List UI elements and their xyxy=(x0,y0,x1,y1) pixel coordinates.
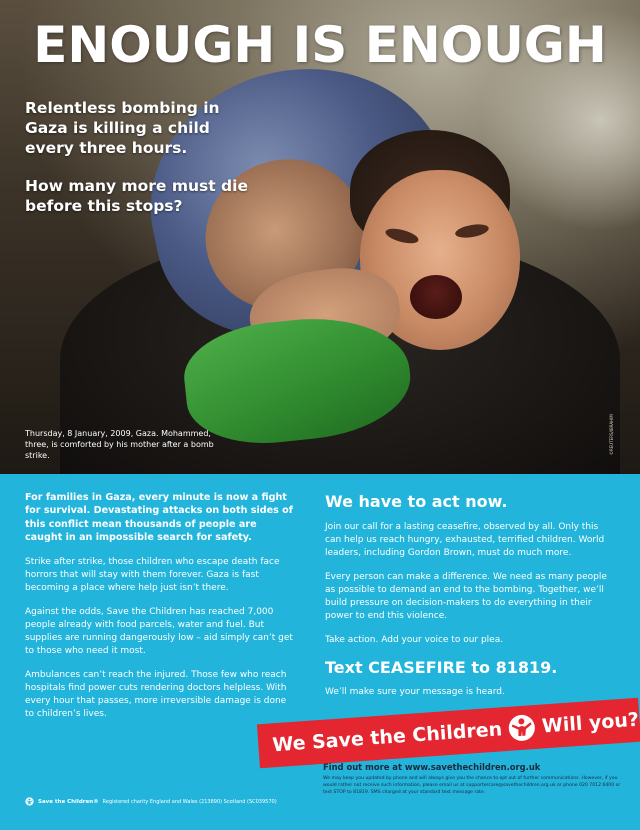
right-paragraph-2: Every person can make a difference. We need as many people as possible to demand an end to the bombing. Together, we’ll build pressure on decision-makers to do everything in their power to end this violence. xyxy=(325,572,607,621)
left-paragraph-1: Strike after strike, those children who escape death face horrors that will stay with them forever. Gaza is fast becoming a place where help just isn’t there. xyxy=(25,556,280,593)
left-lead-paragraph: For families in Gaza, every minute is now a fight for survival. Devastating attacks on both sides of this conflict mean thousands of people are caught in an impossible search for safety. xyxy=(25,492,293,544)
right-paragraph-3: Take action. Add your voice to our plea. xyxy=(325,635,504,645)
find-out-more xyxy=(323,761,623,796)
find-out-more-title: Find out more at www.savethechildren.org.uk xyxy=(323,762,541,772)
photo-caption: Thursday, 8 January, 2009, Gaza. Mohammed, three, is comforted by his mother after a bomb strike. xyxy=(25,429,214,460)
right-heading: We have to act now. xyxy=(325,492,508,511)
photo-child-mouth xyxy=(410,275,462,319)
save-the-children-logo-icon xyxy=(507,713,537,743)
left-paragraph-2: Against the odds, Save the Children has reached 7,000 people already with food parcels, water and fuel. But supplies are running dangerously low – aid simply can’t get to those who need it most. xyxy=(25,606,293,656)
right-paragraph-1: Join our call for a lasting ceasefire, observed by all. Only this can help us reach hungry, exhausted, terrified children. World leaders, including Gordon Brown, must do much more. xyxy=(325,522,605,558)
left-paragraph-3: Ambulances can’t reach the injured. Those few who reach hospitals find power cuts rendering doctors helpless. With every hour that passes, more irreversible damage is done to children’s lives. xyxy=(25,669,287,719)
save-the-children-small-logo-icon xyxy=(25,797,34,806)
right-paragraph-4: We’ll make sure your message is heard. xyxy=(325,687,505,697)
footer-brand: Save the Children® xyxy=(38,798,99,805)
small-print: We may keep you updated by phone and will always give you the chance to opt out of further communications. However, if you would rather not receive such information, please email us at supportercare@savethechildren.org.uk or phone 020 7012 6400 or text STOP to 81819. SMS charged at your standard text message rate. xyxy=(323,776,621,795)
right-column xyxy=(325,492,617,710)
footer xyxy=(25,797,315,806)
photo-credit: ©REUTERS/IBRAHIM xyxy=(609,414,614,455)
footer-registration: Registered charity England and Wales (213890) Scotland (SC039570) xyxy=(102,798,277,805)
text-ceasefire-cta: Text CEASEFIRE to 81819. xyxy=(325,658,558,677)
intro-line-2: How many more must die before this stops? xyxy=(25,177,248,215)
headline: ENOUGH IS ENOUGH xyxy=(33,16,607,74)
intro-text xyxy=(25,98,255,216)
left-column xyxy=(25,491,295,732)
banner-left-text: We Save the Children xyxy=(271,718,503,757)
intro-line-1: Relentless bombing in Gaza is killing a child every three hours. xyxy=(25,99,220,157)
banner-right-text: Will you? xyxy=(541,708,640,738)
